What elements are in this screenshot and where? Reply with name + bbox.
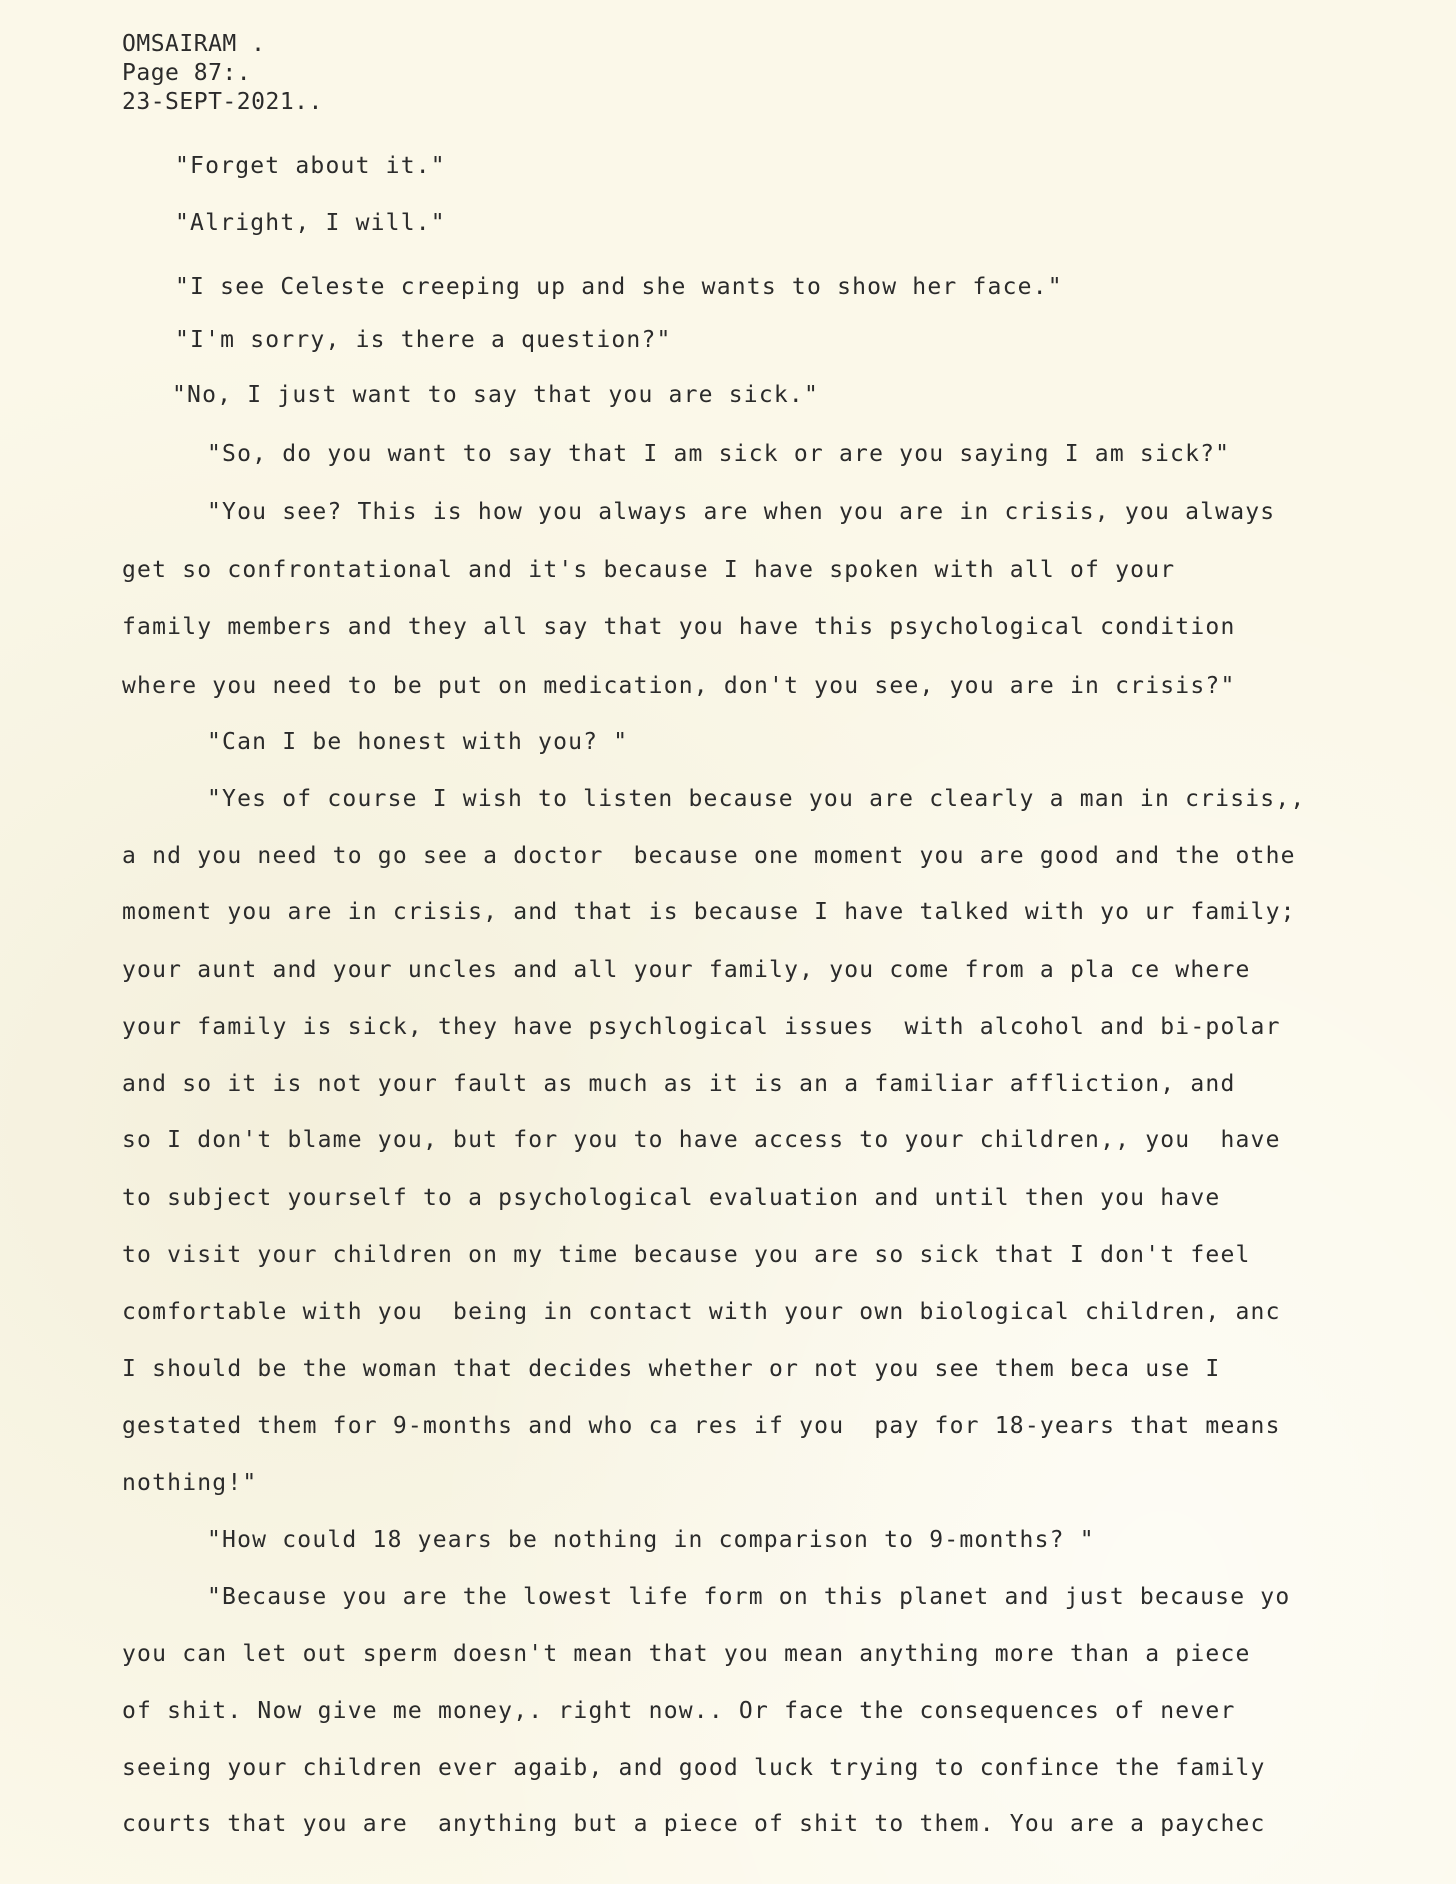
text-line: so I don't blame you, but for you to have access to your children,, you have	[122, 1127, 1281, 1153]
text-line: "Can I be honest with you? "	[207, 729, 629, 755]
text-line: of shit. Now give me money,. right now.. Or face the consequences of never	[122, 1698, 1236, 1724]
text-line: "Forget about it."	[175, 153, 446, 179]
text-line: "I'm sorry, is there a question?"	[175, 327, 672, 353]
text-line: where you need to be put on medication, don't you see, you are in crisis?"	[122, 673, 1236, 699]
text-line: "So, do you want to say that I am sick or are you saying I am sick?"	[207, 441, 1231, 467]
text-line: I should be the woman that decides whether or not you see them beca use I	[122, 1356, 1221, 1382]
text-line: gestated them for 9-months and who ca res if you pay for 18-years that means	[122, 1413, 1281, 1439]
text-line: your family is sick, they have psychlogical issues with alcohol and bi-polar	[122, 1014, 1281, 1040]
text-line: get so confrontational and it's because I have spoken with all of your	[122, 557, 1176, 583]
text-line: to subject yourself to a psychological evaluation and until then you have	[122, 1185, 1221, 1211]
text-line: to visit your children on my time because you are so sick that I don't feel	[122, 1242, 1251, 1268]
text-line: you can let out sperm doesn't mean that you mean anything more than a piece	[122, 1641, 1251, 1667]
header-page-number: Page 87:.	[122, 60, 252, 86]
text-line: courts that you are anything but a piece of shit to them. You are a paychec	[122, 1811, 1266, 1837]
text-line: "I see Celeste creeping up and she wants to show her face."	[175, 274, 1063, 300]
text-line: and so it is not your fault as much as it is an a familiar affliction, and	[122, 1071, 1236, 1097]
text-line: a nd you need to go see a doctor because one moment you are good and the othe	[122, 843, 1296, 869]
text-line: "No, I just want to say that you are sick."	[172, 382, 820, 408]
text-line: "Yes of course I wish to listen because you are clearly a man in crisis,,	[207, 786, 1306, 812]
text-line: "How could 18 years be nothing in comparison to 9-months? "	[207, 1527, 1095, 1553]
page-header	[122, 30, 323, 117]
text-line: "You see? This is how you always are when you are in crisis, you always	[207, 499, 1276, 525]
header-title: OMSAIRAM .	[122, 31, 266, 57]
text-line: "Alright, I will."	[175, 210, 446, 236]
text-line: comfortable with you being in contact with your own biological children, anc	[122, 1299, 1281, 1325]
text-line: "Because you are the lowest life form on this planet and just because yo	[207, 1584, 1291, 1610]
text-line: nothing!"	[122, 1470, 258, 1496]
text-line: seeing your children ever agaib, and good luck trying to confince the family	[122, 1755, 1266, 1781]
header-date: 23-SEPT-2021..	[122, 89, 323, 115]
text-line: moment you are in crisis, and that is because I have talked with yo ur family;	[122, 899, 1296, 925]
text-line: your aunt and your uncles and all your family, you come from a pla ce where	[122, 957, 1251, 983]
text-line: family members and they all say that you have this psychological condition	[122, 614, 1236, 640]
